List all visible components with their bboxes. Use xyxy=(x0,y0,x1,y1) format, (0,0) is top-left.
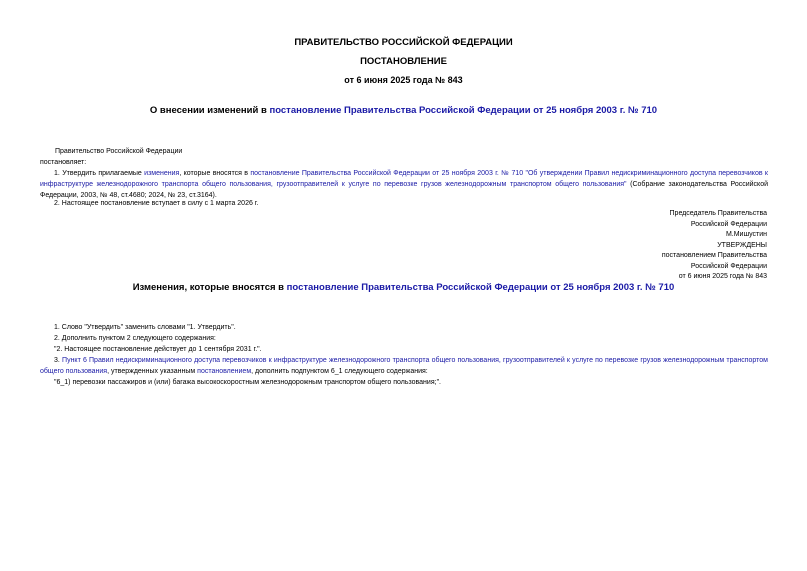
change-2-quote: "2. Настоящее постановление действует до 1 сентября 2031 г.". xyxy=(54,346,262,353)
change-1: 1. Слово "Утвердить" заменить словами "1. Утвердить". xyxy=(54,324,236,331)
approval-date: от 6 июня 2025 года № 843 xyxy=(678,273,767,280)
title-prefix: О внесении изменений в xyxy=(149,105,270,116)
approval-country: Российской Федерации xyxy=(690,262,767,270)
government-heading: ПРАВИТЕЛЬСТВО РОССИЙСКОЙ ФЕДЕРАЦИИ xyxy=(294,37,513,48)
change3-text1: , утвержденных указанным xyxy=(107,368,198,375)
preamble xyxy=(40,146,183,168)
document-title xyxy=(0,105,807,116)
change3-text2: , дополнить подпунктом 6_1 следующего содержания: xyxy=(251,368,428,375)
signature-position1: Председатель Правительства xyxy=(669,210,767,217)
change3-num: 3. xyxy=(54,357,63,364)
change-3-quote: "6_1) перевозки пассажиров и (или) багажа высокоскоростным железнодорожным транспортом общего пользования;". xyxy=(54,379,442,386)
signature-name: М.Мишустин xyxy=(725,231,767,238)
change3-decree-link[interactable]: постановлением xyxy=(197,368,252,375)
item-2-paragraph: 2. Настоящее постановление вступает в силу с 1 марта 2026 г. xyxy=(54,200,259,207)
item1-decree-link[interactable]: постановление Правительства Российской Федерации от 25 ноября 2003 г. № 710 "Об утверждении Правил недискриминационного доступа перевозчиков к инфраструктуре железнодорожного транспорта общего пользования, грузоотправителей к услуге по перевозке грузов железнодорожным транспортом общего пользования" xyxy=(40,170,768,188)
approval-by: постановлением Правительства xyxy=(661,252,767,259)
change-3-paragraph xyxy=(40,355,768,377)
item1-text3: (Собрание законодательства Российской Федерации, 2003, № 48, ст.4680; 2024, № 23, ст.3164). xyxy=(40,181,769,199)
signature-block xyxy=(662,209,767,283)
item1-text2: , которые вносятся в xyxy=(179,170,251,177)
change3-rules-link[interactable]: Пункт 6 Правил недискриминационного доступа перевозчиков к инфраструктуре железнодорожного транспорта общего пользования, грузоотправителей к услуге по перевозке грузов железнодорожным транспортом общего пользования xyxy=(40,357,768,375)
doc-type-heading: ПОСТАНОВЛЕНИЕ xyxy=(360,56,447,67)
changes-title-link[interactable]: постановление Правительства Российской Федерации от 25 ноября 2003 г. № 710 xyxy=(286,282,675,293)
signature-position2: Российской Федерации xyxy=(690,220,767,228)
item-1-paragraph xyxy=(40,168,768,201)
item1-changes-link[interactable]: изменения xyxy=(144,170,180,177)
doc-date-number: от 6 июня 2025 года № 843 xyxy=(344,75,463,85)
changes-title-prefix: Изменения, которые вносятся в xyxy=(132,282,287,293)
changes-title xyxy=(0,282,807,293)
title-link[interactable]: постановление Правительства Российской Федерации от 25 ноября 2003 г. № 710 xyxy=(269,105,658,116)
preamble-line2: постановляет: xyxy=(40,159,87,166)
item1-text1: 1. Утвердить прилагаемые xyxy=(54,170,145,177)
change-2: 2. Дополнить пунктом 2 следующего содержания: xyxy=(54,335,216,342)
preamble-line1: Правительство Российской Федерации xyxy=(55,148,183,155)
approval-label: УТВЕРЖДЕНЫ xyxy=(717,241,767,249)
